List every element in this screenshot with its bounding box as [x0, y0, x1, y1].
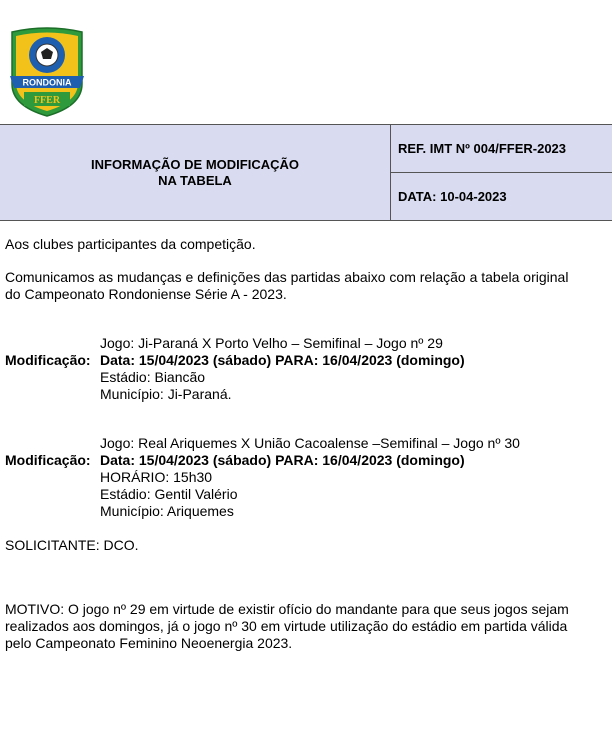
- motivo-line3: pelo Campeonato Feminino Neoenergia 2023.: [5, 635, 293, 651]
- header-title-cell: [0, 125, 391, 220]
- logo-banner-text: RONDONIA: [22, 77, 72, 88]
- mod1-municipio: Município: Ji-Paraná.: [100, 386, 232, 402]
- mod1-data: Data: 15/04/2023 (sábado) PARA: 16/04/2023 (domingo): [100, 352, 465, 368]
- mod1-jogo: Jogo: Ji-Paraná X Porto Velho – Semifinal – Jogo nº 29: [100, 335, 443, 351]
- mod2-data: Data: 15/04/2023 (sábado) PARA: 16/04/2023 (domingo): [100, 452, 465, 468]
- header-date: DATA: 10-04-2023: [398, 189, 507, 204]
- header-title-line2: NA TABELA: [158, 172, 232, 188]
- header-date-cell: [391, 173, 612, 220]
- header-title-line1: INFORMAÇÃO DE MODIFICAÇÃO: [91, 156, 299, 172]
- ffer-shield-icon: [8, 26, 86, 118]
- header-ref: REF. IMT Nº 004/FFER-2023: [398, 141, 567, 156]
- ffer-logo: [8, 26, 86, 118]
- mod1-label: Modificação:: [5, 352, 91, 368]
- paragraph-line2: do Campeonato Rondoniense Série A - 2023.: [5, 286, 287, 302]
- header-ref-cell: [391, 125, 612, 173]
- mod2-estadio: Estádio: Gentil Valério: [100, 486, 238, 502]
- mod1-estadio: Estádio: Biancão: [100, 369, 206, 385]
- mod2-label: Modificação:: [5, 452, 91, 468]
- motivo-line1: MOTIVO: O jogo nº 29 em virtude de existir ofício do mandante para que seus jogos sejam: [5, 601, 569, 617]
- mod2-municipio: Município: Ariquemes: [100, 503, 234, 519]
- logo-acronym-text: FFER: [33, 95, 61, 106]
- mod2-horario: HORÁRIO: 15h30: [100, 469, 213, 485]
- paragraph-line1: Comunicamos as mudanças e definições das partidas abaixo com relação a tabela original: [5, 269, 569, 285]
- solicitante-text: SOLICITANTE: DCO.: [5, 537, 139, 553]
- mod2-jogo: Jogo: Real Ariquemes X União Cacoalense –Semifinal – Jogo nº 30: [100, 435, 520, 451]
- intro-text: Aos clubes participantes da competição.: [5, 236, 256, 252]
- header-table: [0, 124, 612, 221]
- motivo-line2: realizados aos domingos, já o jogo nº 30 em virtude utilização do estádio em partida válida: [5, 618, 568, 634]
